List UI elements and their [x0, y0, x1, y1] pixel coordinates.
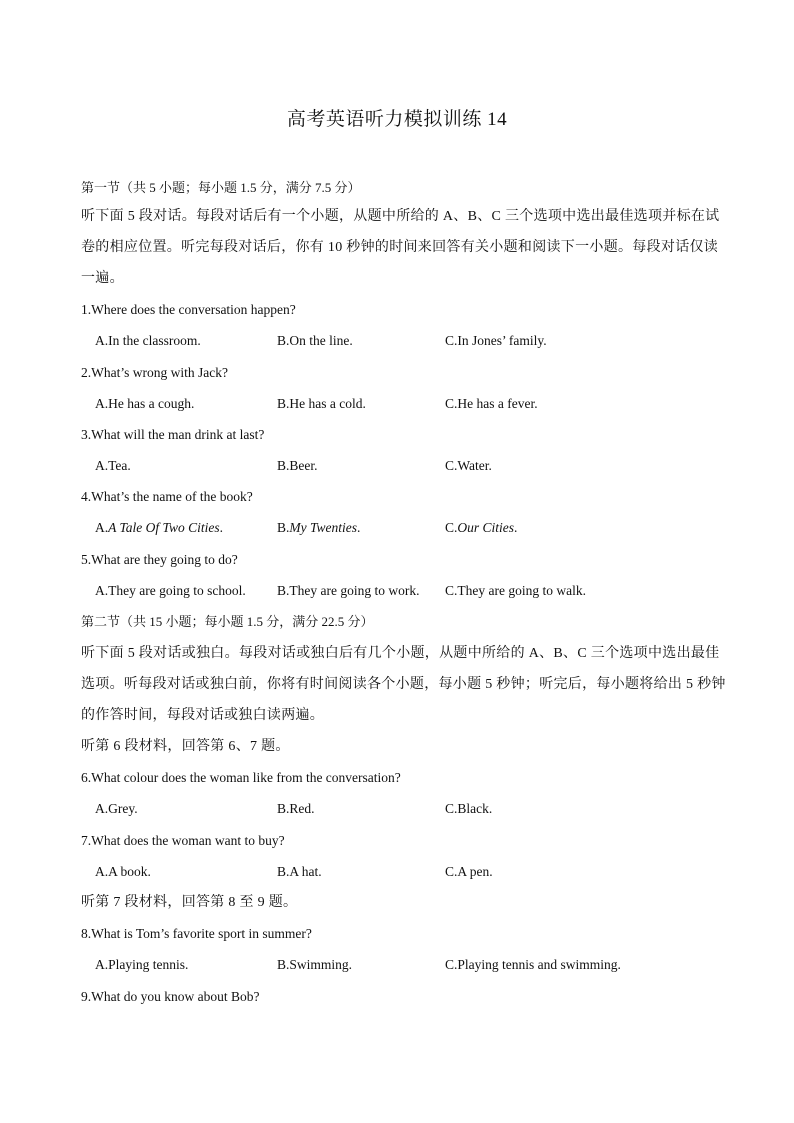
book-title: My Twenties	[289, 520, 358, 535]
material-6-note: 听第 6 段材料，回答第 6、7 题。	[81, 739, 290, 754]
question-6-option-c: C.Black.	[445, 801, 493, 816]
question-7-option-a: A.A book.	[95, 864, 151, 879]
question-8-option-b: B.Swimming.	[277, 957, 353, 972]
option-prefix: A.	[95, 520, 109, 535]
section1-instructions-line3: 一遍。	[81, 271, 124, 286]
question-2-stem: 2.What’s wrong with Jack?	[81, 365, 228, 380]
question-8-stem: 8.What is Tom’s favorite sport in summer?	[81, 926, 312, 941]
question-9-stem: 9.What do you know about Bob?	[81, 989, 260, 1004]
option-prefix: C.	[445, 520, 458, 535]
question-1-option-a: A.In the classroom.	[95, 333, 201, 348]
section2-heading: 第二节（共 15 小题；每小题 1.5 分，满分 22.5 分）	[81, 614, 374, 629]
question-3-option-c: C.Water.	[445, 458, 492, 473]
question-6-option-a: A.Grey.	[95, 801, 138, 816]
question-8-option-c: C.Playing tennis and swimming.	[445, 957, 621, 972]
section2-instructions-line2: 选项。听每段对话或独白前，你将有时间阅读各个小题，每小题 5 秒钟；听完后，每小题将给出 5 秒钟	[81, 677, 726, 692]
question-4-option-b	[277, 518, 360, 538]
section2-instructions-line3: 的作答时间，每段对话或独白读两遍。	[81, 708, 325, 723]
question-5-option-c: C.They are going to walk.	[445, 583, 586, 598]
question-7-option-b: B.A hat.	[277, 864, 322, 879]
book-title: Our Cities	[457, 520, 515, 535]
question-3-stem: 3.What will the man drink at last?	[81, 427, 265, 442]
option-suffix: .	[357, 520, 361, 535]
question-2-option-c: C.He has a fever.	[445, 396, 538, 411]
book-title: A Tale Of Two Cities	[108, 520, 220, 535]
question-3-option-a: A.Tea.	[95, 458, 131, 473]
question-8-option-a: A.Playing tennis.	[95, 957, 189, 972]
option-prefix: B.	[277, 520, 290, 535]
page-title: 高考英语听力模拟训练 14	[286, 109, 508, 130]
question-6-stem: 6.What colour does the woman like from the conversation?	[81, 770, 401, 785]
question-1-stem: 1.Where does the conversation happen?	[81, 302, 296, 317]
question-6-option-b: B.Red.	[277, 801, 315, 816]
question-3-option-b: B.Beer.	[277, 458, 318, 473]
question-2-option-b: B.He has a cold.	[277, 396, 366, 411]
question-5-stem: 5.What are they going to do?	[81, 552, 238, 567]
question-5-option-a: A.They are going to school.	[95, 583, 246, 598]
section1-instructions-line2: 卷的相应位置。听完每段对话后，你有 10 秒钟的时间来回答有关小题和阅读下一小题。每段对话仅读	[81, 240, 719, 255]
question-1-option-b: B.On the line.	[277, 333, 353, 348]
question-7-option-c: C.A pen.	[445, 864, 493, 879]
option-suffix: .	[514, 520, 518, 535]
question-7-stem: 7.What does the woman want to buy?	[81, 833, 285, 848]
question-4-option-a	[95, 518, 223, 538]
section2-instructions-line1: 听下面 5 段对话或独白。每段对话或独白后有几个小题，从题中所给的 A、B、C 三个选项中选出最佳	[81, 646, 720, 661]
question-4-option-c	[445, 518, 517, 538]
question-4-stem: 4.What’s the name of the book?	[81, 489, 253, 504]
question-1-option-c: C.In Jones’ family.	[445, 333, 547, 348]
option-suffix: .	[219, 520, 224, 535]
question-2-option-a: A.He has a cough.	[95, 396, 195, 411]
question-5-option-b: B.They are going to work.	[277, 583, 420, 598]
material-7-note: 听第 7 段材料，回答第 8 至 9 题。	[81, 895, 298, 910]
section1-instructions-line1: 听下面 5 段对话。每段对话后有一个小题，从题中所给的 A、B、C 三个选项中选出最佳选项并标在试	[81, 209, 720, 224]
section1-heading: 第一节（共 5 小题；每小题 1.5 分，满分 7.5 分）	[81, 180, 361, 195]
